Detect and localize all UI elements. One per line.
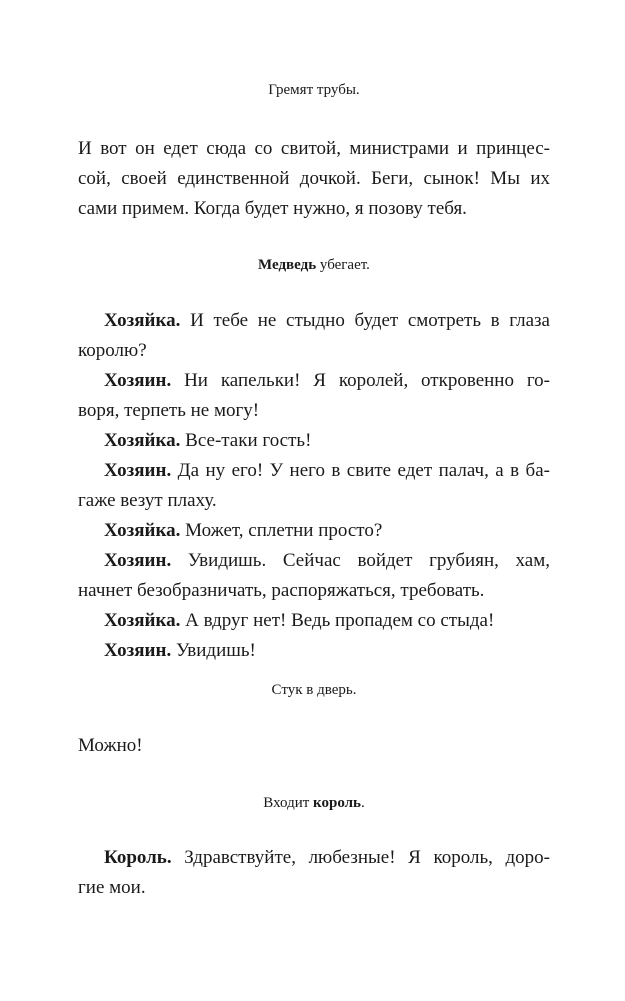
speaker-name: Хозяин.: [104, 640, 172, 661]
dialogue-line: начнет безобразничать, распоряжаться, требовать.: [78, 580, 485, 601]
stage-text: .: [360, 795, 365, 811]
paragraph-may: [78, 731, 550, 761]
dialogue-line: воря, терпеть не могу!: [78, 400, 260, 421]
speech-text: Может, сплетни просто?: [180, 520, 383, 541]
stage-text: убегает.: [316, 257, 370, 273]
dialogue-line: [78, 636, 550, 666]
king-speech: [78, 843, 550, 903]
speech-text: Да ну его! У него в свите едет палач, а в ба-: [171, 460, 550, 481]
speech-text: Все-таки гость!: [180, 430, 312, 451]
speaker-name: Хозяйка.: [104, 310, 181, 331]
paragraph-king-coming: [78, 134, 550, 224]
speaker-name: Король.: [104, 847, 172, 868]
dialogue-line: [78, 516, 550, 546]
speech-text: Ни капельки! Я королей, откровенно го-: [171, 370, 550, 391]
speech-text: Увидишь!: [171, 640, 256, 661]
stage-direction-knock: Стук в дверь.: [271, 682, 357, 698]
dialogue-line: гие мои.: [78, 877, 146, 898]
stage-direction-king-enters: [78, 793, 550, 813]
speaker-name: Хозяйка.: [104, 430, 181, 451]
dialogue-block: [78, 306, 550, 666]
speaker-name: Хозяин.: [104, 370, 172, 391]
speech-text: А вдруг нет! Ведь пропадем со стыда!: [180, 610, 495, 631]
dialogue-line: королю?: [78, 340, 147, 361]
dialogue-line: [78, 426, 550, 456]
speaker-name: Хозяин.: [104, 550, 172, 571]
dialogue-line: [78, 606, 550, 636]
speaker-name: Хозяйка.: [104, 520, 181, 541]
dialogue-line: [78, 456, 550, 486]
stage-text: Входит: [263, 795, 314, 811]
stage-direction-trumpets: Гремят трубы.: [268, 82, 360, 98]
speaker-name: Хозяйка.: [104, 610, 181, 631]
dialogue-line: [78, 306, 550, 336]
dialogue-line: гаже везут плаху.: [78, 490, 217, 511]
text-line: сой, своей единственной дочкой. Беги, сынок! Мы их: [78, 168, 550, 189]
dialogue-line: [78, 546, 550, 576]
dialogue-line: [78, 843, 550, 873]
speaker-name: Хозяин.: [104, 460, 172, 481]
text-line: И вот он едет сюда со свитой, министрами и принцес-: [78, 138, 550, 159]
text-line: сами примем. Когда будет нужно, я позову тебя.: [78, 198, 467, 219]
speech-text: Увидишь. Сейчас войдет грубиян, хам,: [171, 550, 550, 571]
stage-direction-bear-exit: [78, 255, 550, 275]
text-line: Можно!: [78, 735, 143, 756]
speech-text: Здравствуйте, любезные! Я король, доро-: [171, 847, 550, 868]
dialogue-line: [78, 366, 550, 396]
speech-text: И тебе не стыдно будет смотреть в глаза: [180, 310, 550, 331]
book-page: [78, 0, 550, 1001]
character-name: король: [313, 795, 361, 811]
character-name: Медведь: [258, 257, 317, 273]
